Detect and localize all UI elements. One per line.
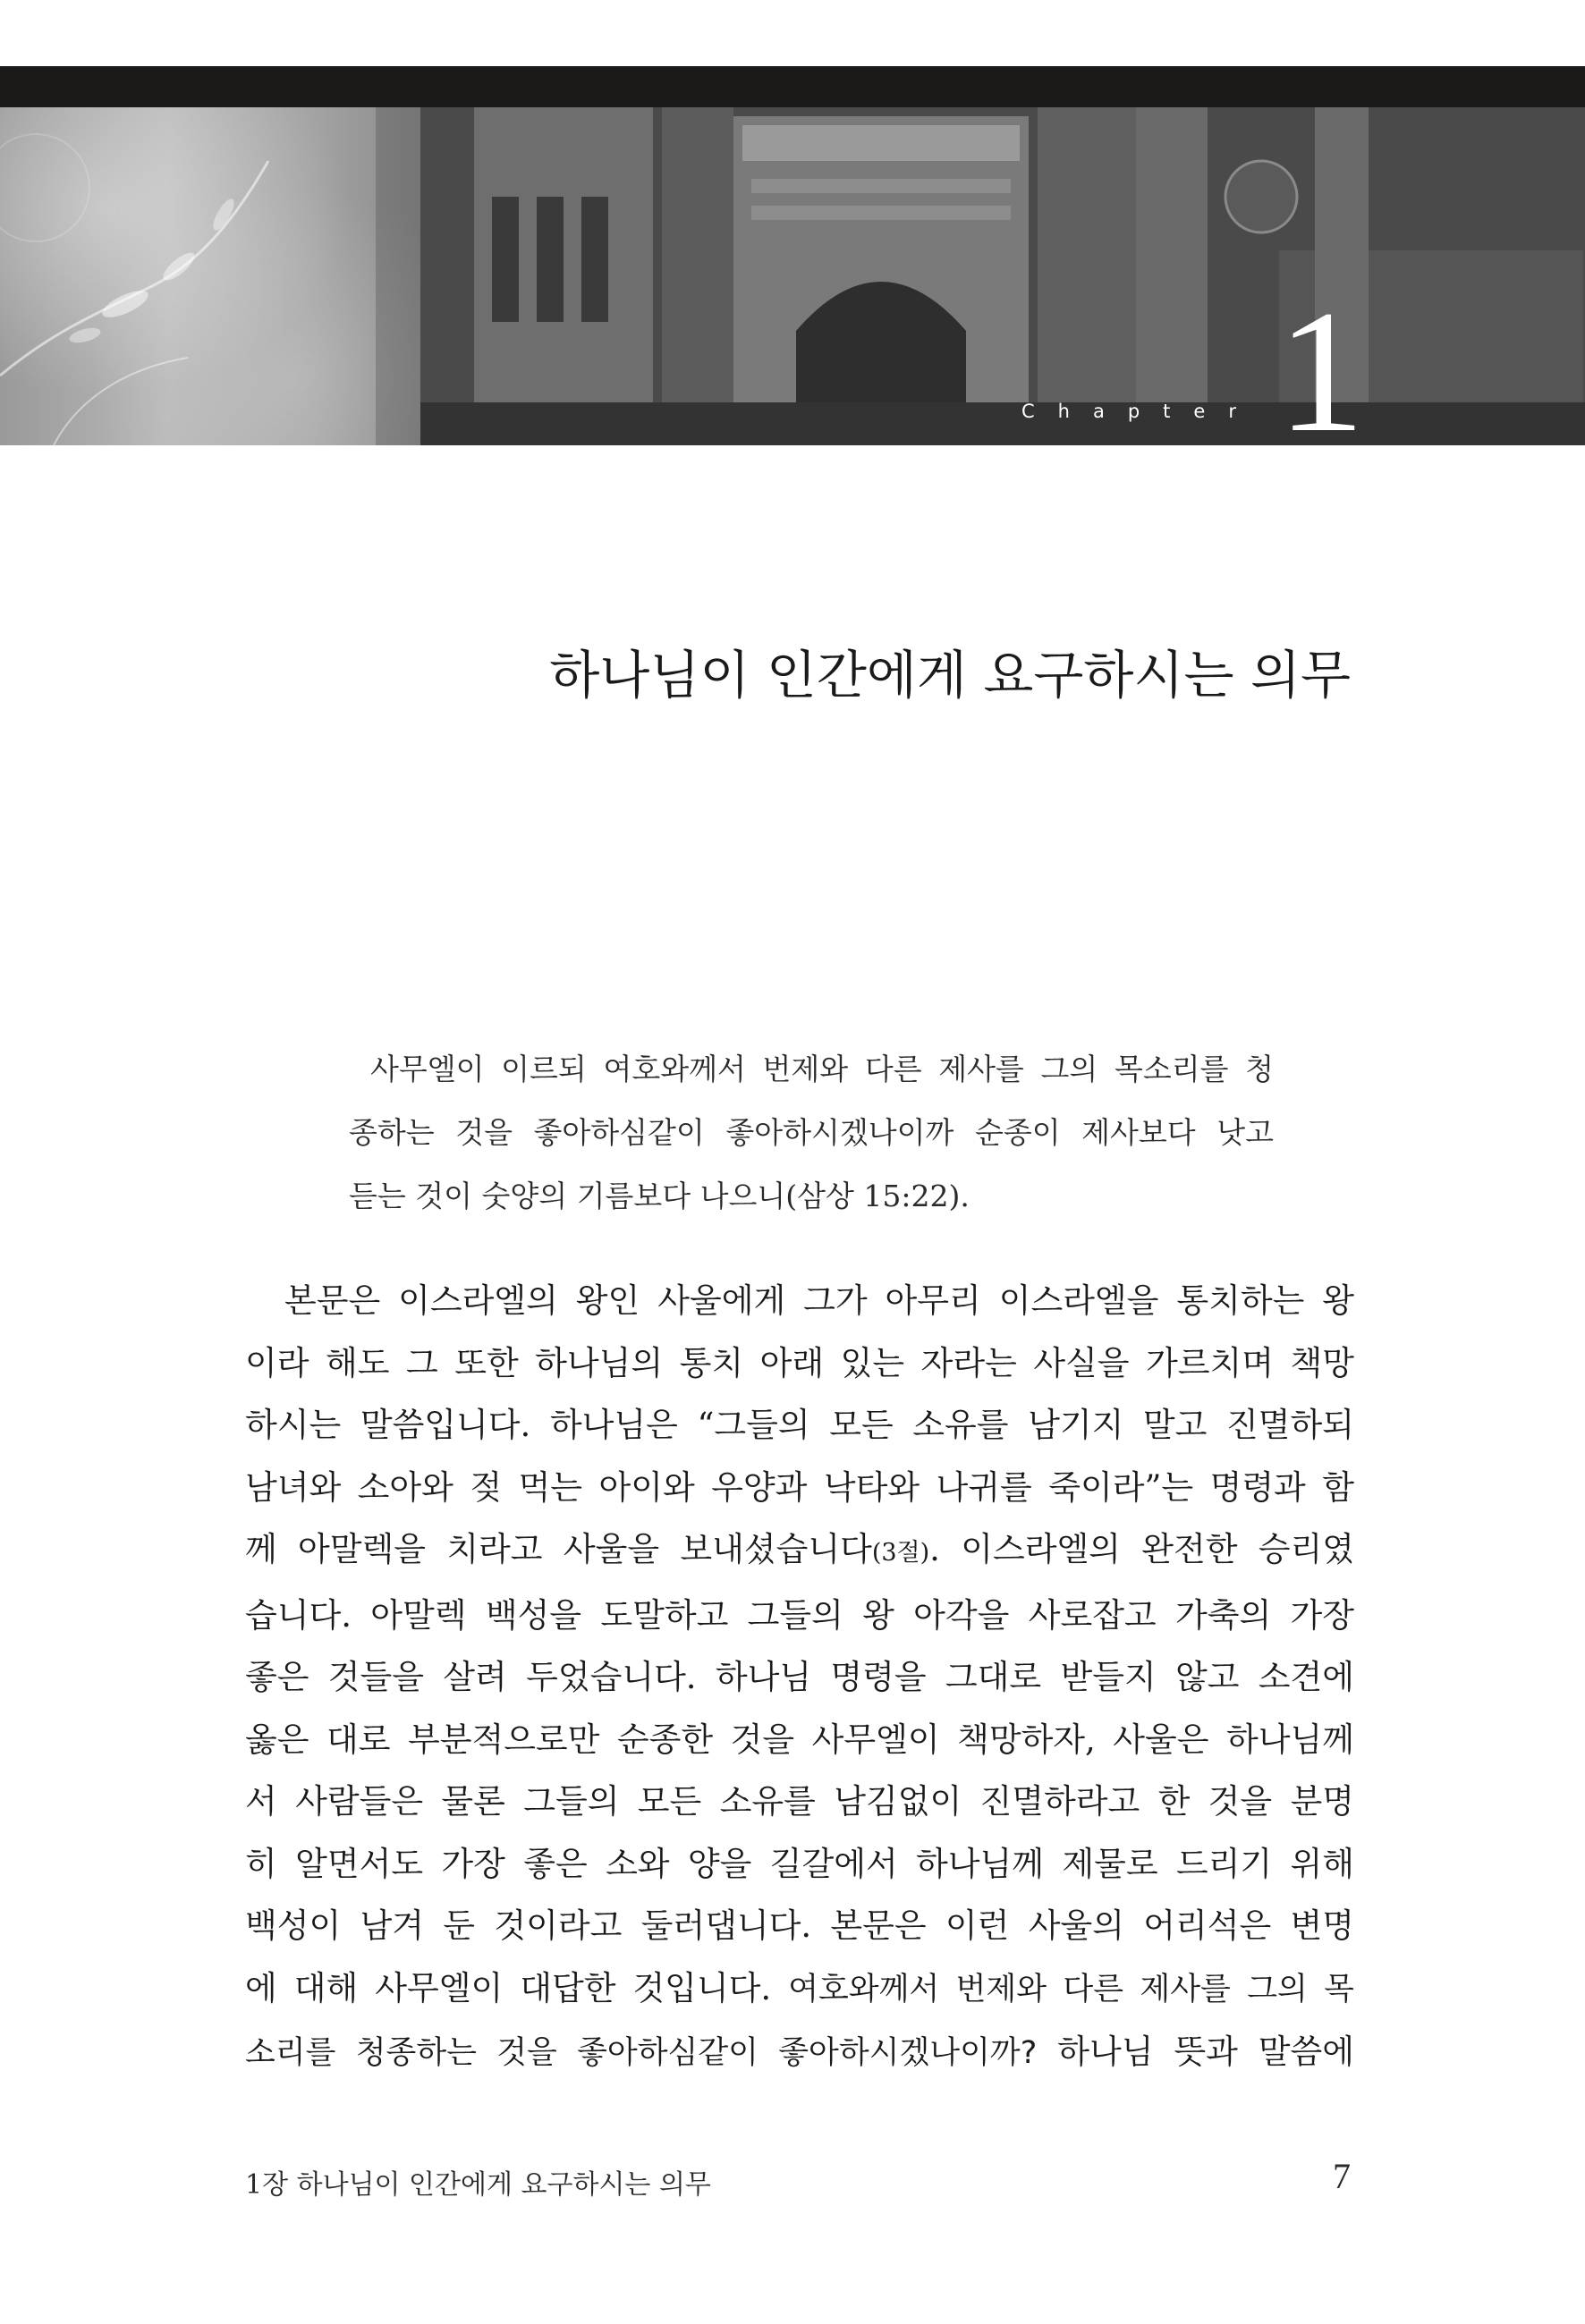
chapter-label: Chapter	[1021, 401, 1259, 422]
body-paragraph	[245, 1270, 1354, 2085]
quoted-scripture: 여호와께서 번제와 다른 제사를 그의 목	[788, 1971, 1354, 2007]
body-text: . 이스라엘의 완전한 승리였	[929, 1530, 1354, 1568]
body-text: 하나님 뜻과 말씀에	[1037, 2032, 1354, 2071]
body-line: 백성이 남겨 둔 것이라고 둘러댑니다. 본문은 이런 사울의 어리석은 변명	[245, 1906, 1354, 1945]
quoted-scripture: 소리를 청종하는 것을 좋아하심같이 좋아하시겠나이까?	[245, 2035, 1038, 2071]
body-line: 좋은 것들을 살려 두었습니다. 하나님 명령을 그대로 받들지 않고 소견에	[245, 1658, 1354, 1696]
chapter-title: 하나님이 인간에게 요구하시는 의무	[549, 645, 1351, 706]
body-line: 본문은 이스라엘의 왕인 사울에게 그가 아무리 이스라엘을 통치하는 왕	[284, 1281, 1354, 1320]
body-line	[245, 2021, 1354, 2085]
cathedral-photo	[420, 107, 1585, 445]
banner-texture-panel	[0, 107, 420, 445]
body-line: 옳은 대로 부분적으로만 순종한 것을 사무엘이 책망하자, 사울은 하나님께	[245, 1720, 1354, 1759]
floral-ornament-icon	[0, 107, 420, 445]
body-line	[245, 1518, 1354, 1585]
verse-reference: (3절)	[871, 1539, 930, 1567]
running-footer: 1장 하나님이 인간에게 요구하시는 의무	[245, 2169, 711, 2201]
quote-line: 사무엘이 이르되 여호와께서 번제와 다른 제사를 그의 목소리를 청	[370, 1052, 1274, 1086]
body-text: 에 대해 사무엘이 대답한 것입니다.	[245, 1968, 789, 2007]
chapter-number: 1	[1277, 275, 1365, 469]
scripture-quote	[349, 1037, 1274, 1228]
body-line: 히 알면서도 가장 좋은 소와 양을 길갈에서 하나님께 제물로 드리기 위해	[245, 1844, 1354, 1883]
top-dark-bar	[0, 66, 1585, 107]
quote-line: 듣는 것이 숫양의 기름보다 나으니(삼상 15:22).	[349, 1179, 970, 1213]
body-line	[245, 1957, 1354, 2022]
body-line: 하시는 말씀입니다. 하나님은 “그들의 모든 소유를 남기지 말고 진멸하되	[245, 1406, 1354, 1444]
page-number: 7	[1333, 2156, 1351, 2196]
body-line: 남녀와 소아와 젖 먹는 아이와 우양과 낙타와 나귀를 죽이라”는 명령과 함	[245, 1467, 1354, 1507]
body-line: 서 사람들은 물론 그들의 모든 소유를 남김없이 진멸하라고 한 것을 분명	[245, 1782, 1354, 1821]
quote-line: 종하는 것을 좋아하심같이 좋아하시겠나이까 순종이 제사보다 낫고	[349, 1115, 1274, 1150]
body-text: 께 아말렉을 치라고 사울을 보내셨습니다	[245, 1530, 872, 1568]
body-line: 습니다. 아말렉 백성을 도말하고 그들의 왕 아각을 사로잡고 가축의 가장	[245, 1595, 1354, 1635]
body-line: 이라 해도 그 또한 하나님의 통치 아래 있는 자라는 사실을 가르치며 책망	[245, 1343, 1354, 1382]
